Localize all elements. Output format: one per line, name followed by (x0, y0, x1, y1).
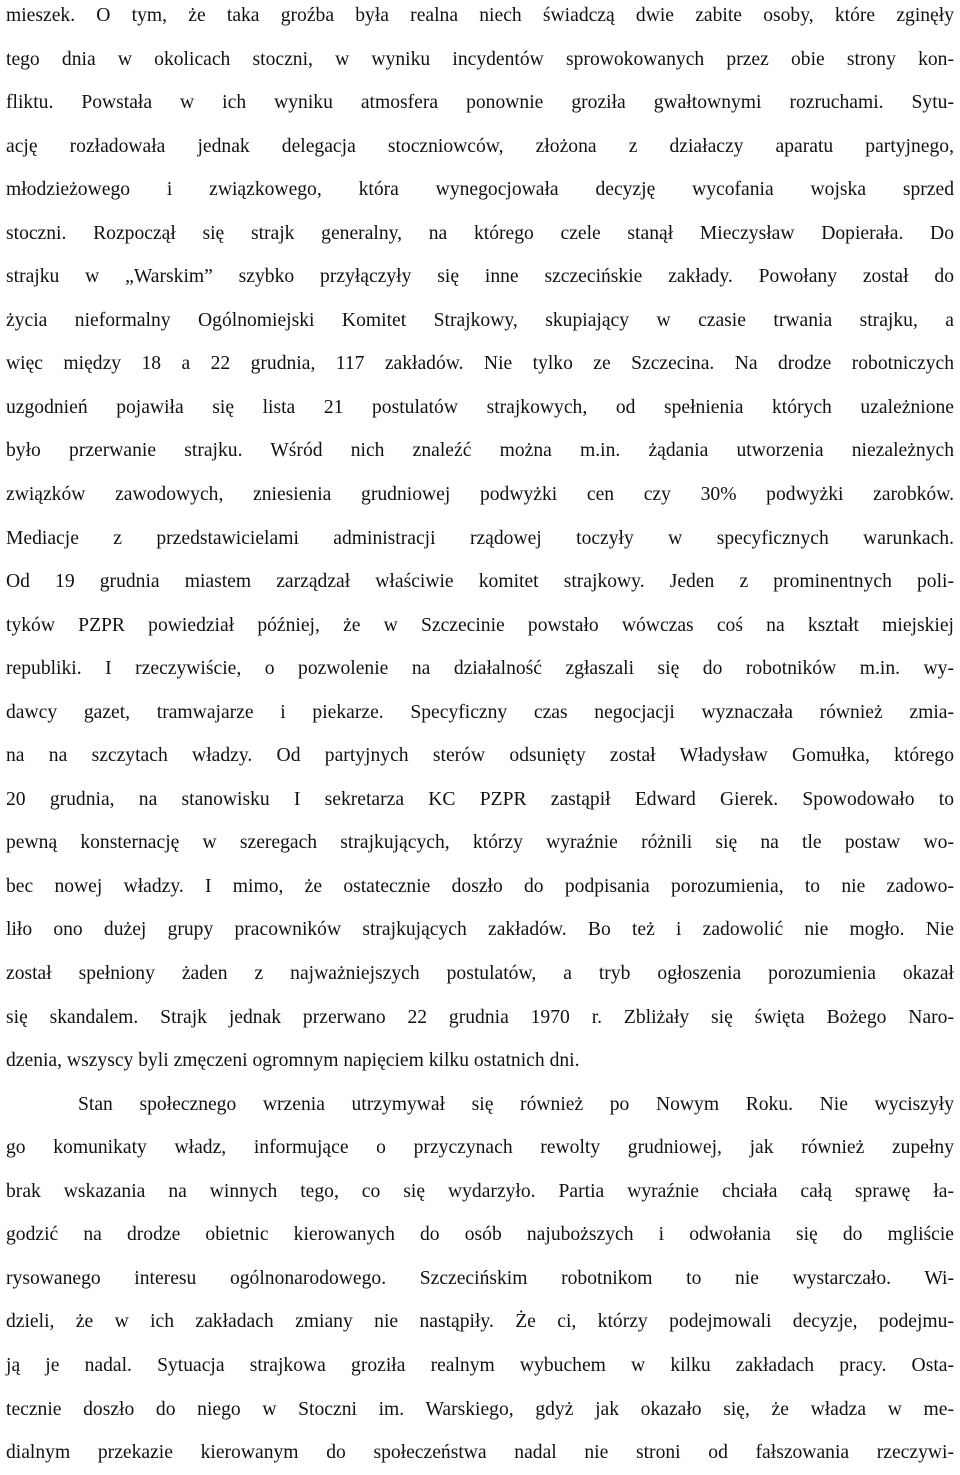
text-line: tego dnia w okolicach stoczni, w wyniku incydentów sprowokowanych przez obie strony kon- (6, 48, 954, 70)
paragraph-2 (6, 1083, 954, 1475)
document-page (6, 0, 954, 1475)
text-line: tecznie doszło do niego w Stoczni im. Warskiego, gdyż jak okazało się, że władza w me- (6, 1398, 954, 1420)
text-line: bec nowej władzy. I mimo, że ostatecznie doszło do podpisania porozumienia, to nie zadowo- (6, 875, 954, 897)
text-line: republiki. I rzeczywiście, o pozwolenie na działalność zgłaszali się do robotników m.in. wy- (6, 658, 954, 680)
text-line: pewną konsternację w szeregach strajkujących, którzy wyraźnie różnili się na tle postaw wo- (6, 832, 954, 854)
text-line: mieszek. O tym, że taka groźba była realna niech świadczą dwie zabite osoby, które zginęły (6, 5, 954, 26)
text-line: go komunikaty władz, informujące o przyczynach rewolty grudniowej, jak również zupełny (6, 1137, 954, 1159)
text-line: liło ono dużej grupy pracowników strajkujących zakładów. Bo też i zadowolić nie mogło. Nie (6, 919, 954, 941)
text-line: godzić na drodze obietnic kierowanych do osób najuboższych i odwołania się do mgliście (6, 1224, 954, 1246)
text-line: związków zawodowych, zniesienia grudniowej podwyżki cen czy 30% podwyżki zarobków. (6, 484, 954, 506)
text-line: został spełniony żaden z najważniejszych postulatów, a tryb ogłoszenia porozumienia okazał (6, 963, 954, 985)
text-line: brak wskazania na winnych tego, co się wydarzyło. Partia wyraźnie chciała całą sprawę ła- (6, 1180, 954, 1202)
text-line: dawcy gazet, tramwajarze i piekarze. Specyficzny czas negocjacji wyznaczała również zmia- (6, 701, 954, 723)
text-line: młodzieżowego i związkowego, która wynegocjowała decyzję wycofania wojska sprzed (6, 179, 954, 201)
text-line: dzieli, że w ich zakładach zmiany nie nastąpiły. Że ci, którzy podejmowali decyzje, podejmu- (6, 1311, 954, 1333)
text-line: Mediacje z przedstawicielami administracji rządowej toczyły w specyficznych warunkach. (6, 527, 954, 549)
text-line: życia nieformalny Ogólnomiejski Komitet Strajkowy, skupiający w czasie trwania strajku, a (6, 309, 954, 331)
text-line: 20 grudnia, na stanowisku I sekretarza KC PZPR zastąpił Edward Gierek. Spowodowało to (6, 788, 954, 810)
text-line: dzenia, wszyscy byli zmęczeni ogromnym napięciem kilku ostatnich dni. (6, 1050, 580, 1072)
text-line: rysowanego interesu ogólnonarodowego. Szczecińskim robotnikom to nie wystarczało. Wi- (6, 1267, 954, 1289)
text-line: Od 19 grudnia miastem zarządzał właściwie komitet strajkowy. Jeden z prominentnych poli- (6, 571, 954, 593)
text-line: fliktu. Powstała w ich wyniku atmosfera ponownie groziła gwałtownymi rozruchami. Sytu- (6, 92, 954, 114)
text-line: było przerwanie strajku. Wśród nich znaleźć można m.in. żądania utworzenia niezależnych (6, 440, 954, 462)
text-line: dialnym przekazie kierowanym do społeczeństwa nadal nie stroni od fałszowania rzeczywi- (6, 1442, 954, 1464)
text-line: na na szczytach władzy. Od partyjnych sterów odsunięty został Władysław Gomułka, którego (6, 745, 954, 767)
text-line: uzgodnień pojawiła się lista 21 postulatów strajkowych, od spełnienia których uzależnione (6, 396, 954, 418)
text-line: ją je nadal. Sytuacja strajkowa groziła realnym wybuchem w kilku zakładach pracy. Osta- (6, 1354, 954, 1376)
text-line: ację rozładowała jednak delegacja stoczniowców, złożona z działaczy aparatu partyjnego, (6, 135, 954, 157)
text-line: stoczni. Rozpoczął się strajk generalny, na którego czele stanął Mieczysław Dopierała. Do (6, 222, 954, 244)
text-line: Stan społecznego wrzenia utrzymywał się również po Nowym Roku. Nie wyciszyły (78, 1093, 954, 1115)
text-line: tyków PZPR powiedział później, że w Szczecinie powstało wówczas coś na kształt miejskiej (6, 614, 954, 636)
text-line: się skandalem. Strajk jednak przerwano 22 grudnia 1970 r. Zbliżały się święta Bożego Naro- (6, 1006, 954, 1028)
paragraph-1 (6, 0, 954, 1083)
text-line: strajku w „Warskim” szybko przyłączyły się inne szczecińskie zakłady. Powołany został do (6, 266, 954, 288)
text-line: więc między 18 a 22 grudnia, 117 zakładów. Nie tylko ze Szczecina. Na drodze robotniczych (6, 353, 954, 375)
